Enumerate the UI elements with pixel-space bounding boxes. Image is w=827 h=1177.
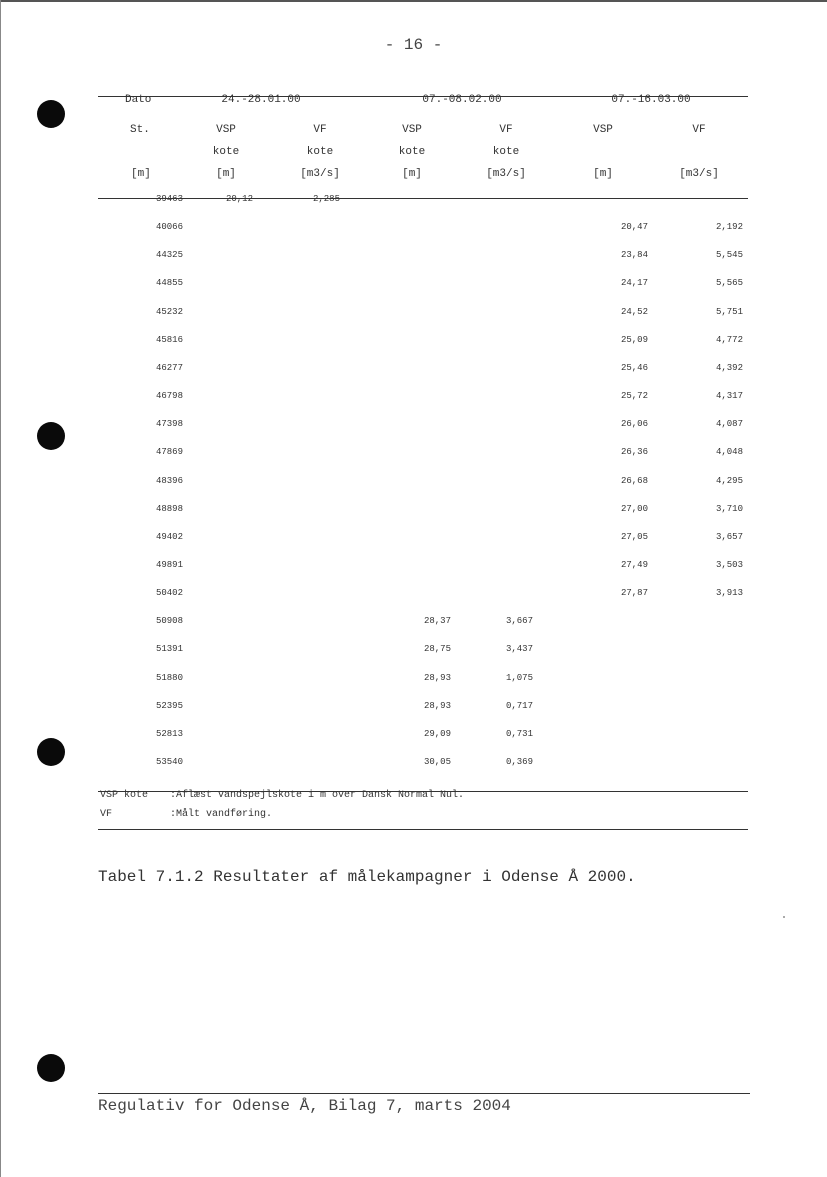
cell-station: 48898 (155, 504, 183, 514)
cell-vsp-feb: 30,05 (423, 757, 451, 767)
cell-vsp-mar: 27,05 (620, 532, 648, 542)
cell-vf-mar: 4,295 (715, 476, 743, 486)
cell-station: 49402 (155, 532, 183, 542)
legend-text-vf: :Målt vandføring. (170, 809, 273, 820)
cell-station: 47398 (155, 419, 183, 429)
cell-vf-feb: 0,717 (505, 701, 533, 711)
cell-vf-mar: 3,503 (715, 560, 743, 570)
cell-vf-mar: 4,772 (715, 335, 743, 345)
cell-vsp-mar: 25,46 (620, 363, 648, 373)
page-footer: Regulativ for Odense Å, Bilag 7, marts 2004 (98, 1097, 511, 1115)
cell-vf-feb: 3,437 (505, 644, 533, 654)
header-dato: Dato (125, 94, 152, 106)
scan-top-edge (0, 0, 827, 2)
header-vsp-1: VSP (216, 124, 236, 136)
header-kote-2: kote (306, 146, 334, 158)
cell-vsp-feb: 28,37 (423, 616, 451, 626)
header-kote-4: kote (492, 146, 520, 158)
scan-speck (783, 916, 785, 918)
header-period-1: 24.-28.01.00 (221, 94, 301, 106)
scan-left-edge (0, 0, 1, 1177)
cell-station: 50908 (155, 616, 183, 626)
cell-vsp-jan: 20,12 (225, 194, 253, 204)
header-period-2: 07.-08.02.00 (422, 94, 502, 106)
header-unit-vf-3: [m3/s] (679, 168, 719, 180)
cell-station: 48396 (155, 476, 183, 486)
cell-vf-mar: 5,545 (715, 250, 743, 260)
cell-vf-feb: 1,075 (505, 673, 533, 683)
cell-vsp-mar: 27,87 (620, 588, 648, 598)
cell-station: 51391 (155, 644, 183, 654)
punch-hole (37, 422, 65, 450)
cell-vf-mar: 3,913 (715, 588, 743, 598)
cell-vf-mar: 5,751 (715, 307, 743, 317)
cell-vsp-mar: 27,49 (620, 560, 648, 570)
cell-station: 44855 (155, 278, 183, 288)
cell-vsp-mar: 25,09 (620, 335, 648, 345)
legend-text-vsp: :Aflæst vandspejlskote i m over Dansk Normal Nul. (170, 790, 465, 801)
header-kote-3: kote (398, 146, 426, 158)
header-period-3: 07.-16.03.00 (611, 94, 691, 106)
header-vsp-3: VSP (593, 124, 613, 136)
header-vf-1: VF (313, 124, 327, 136)
cell-vsp-feb: 28,75 (423, 644, 451, 654)
cell-vf-mar: 2,192 (715, 222, 743, 232)
header-vsp-2: VSP (402, 124, 422, 136)
cell-station: 45816 (155, 335, 183, 345)
punch-hole (37, 738, 65, 766)
legend-bottom-rule (98, 829, 748, 830)
header-unit-st: [m] (131, 168, 151, 180)
cell-vsp-feb: 28,93 (423, 673, 451, 683)
cell-vf-mar: 5,565 (715, 278, 743, 288)
cell-station: 50402 (155, 588, 183, 598)
cell-station: 51880 (155, 673, 183, 683)
cell-vf-mar: 3,657 (715, 532, 743, 542)
cell-vsp-mar: 24,17 (620, 278, 648, 288)
cell-vf-mar: 3,710 (715, 504, 743, 514)
header-bottom-rule (98, 198, 748, 199)
cell-station: 52813 (155, 729, 183, 739)
header-st: St. (130, 124, 150, 136)
punch-hole (37, 1054, 65, 1082)
cell-vf-feb: 0,369 (505, 757, 533, 767)
cell-station: 45232 (155, 307, 183, 317)
cell-station: 49891 (155, 560, 183, 570)
header-vf-2: VF (499, 124, 513, 136)
cell-vsp-mar: 26,36 (620, 447, 648, 457)
punch-hole (37, 100, 65, 128)
cell-vf-mar: 4,392 (715, 363, 743, 373)
header-unit-vf-2: [m3/s] (486, 168, 526, 180)
legend-abbr-vsp: VSP kote (100, 790, 149, 801)
cell-vsp-mar: 20,47 (620, 222, 648, 232)
legend-abbr-vf: VF (100, 809, 113, 820)
cell-vsp-mar: 27,00 (620, 504, 648, 514)
cell-vsp-feb: 28,93 (423, 701, 451, 711)
cell-vf-mar: 4,087 (715, 419, 743, 429)
cell-vsp-mar: 26,06 (620, 419, 648, 429)
cell-station: 39463 (155, 194, 183, 204)
cell-vf-mar: 4,048 (715, 447, 743, 457)
footer-rule (98, 1093, 750, 1094)
header-kote-1: kote (212, 146, 240, 158)
cell-vsp-mar: 24,52 (620, 307, 648, 317)
page-number: - 16 - (384, 36, 443, 54)
header-unit-vf-1: [m3/s] (300, 168, 340, 180)
cell-station: 46277 (155, 363, 183, 373)
table-caption: Tabel 7.1.2 Resultater af målekampagner i Odense Å 2000. (98, 868, 636, 886)
cell-vsp-mar: 25,72 (620, 391, 648, 401)
cell-vf-mar: 4,317 (715, 391, 743, 401)
cell-station: 47869 (155, 447, 183, 457)
cell-station: 46798 (155, 391, 183, 401)
cell-station: 40066 (155, 222, 183, 232)
header-vf-3: VF (692, 124, 706, 136)
cell-vf-feb: 0,731 (505, 729, 533, 739)
cell-station: 52395 (155, 701, 183, 711)
header-unit-vsp-2: [m] (402, 168, 422, 180)
cell-vf-feb: 3,667 (505, 616, 533, 626)
cell-vsp-mar: 26,68 (620, 476, 648, 486)
cell-station: 53540 (155, 757, 183, 767)
header-unit-vsp-3: [m] (593, 168, 613, 180)
cell-vsp-mar: 23,84 (620, 250, 648, 260)
cell-station: 44325 (155, 250, 183, 260)
cell-vsp-feb: 29,09 (423, 729, 451, 739)
header-unit-vsp-1: [m] (216, 168, 236, 180)
cell-vf-jan: 2,285 (312, 194, 340, 204)
